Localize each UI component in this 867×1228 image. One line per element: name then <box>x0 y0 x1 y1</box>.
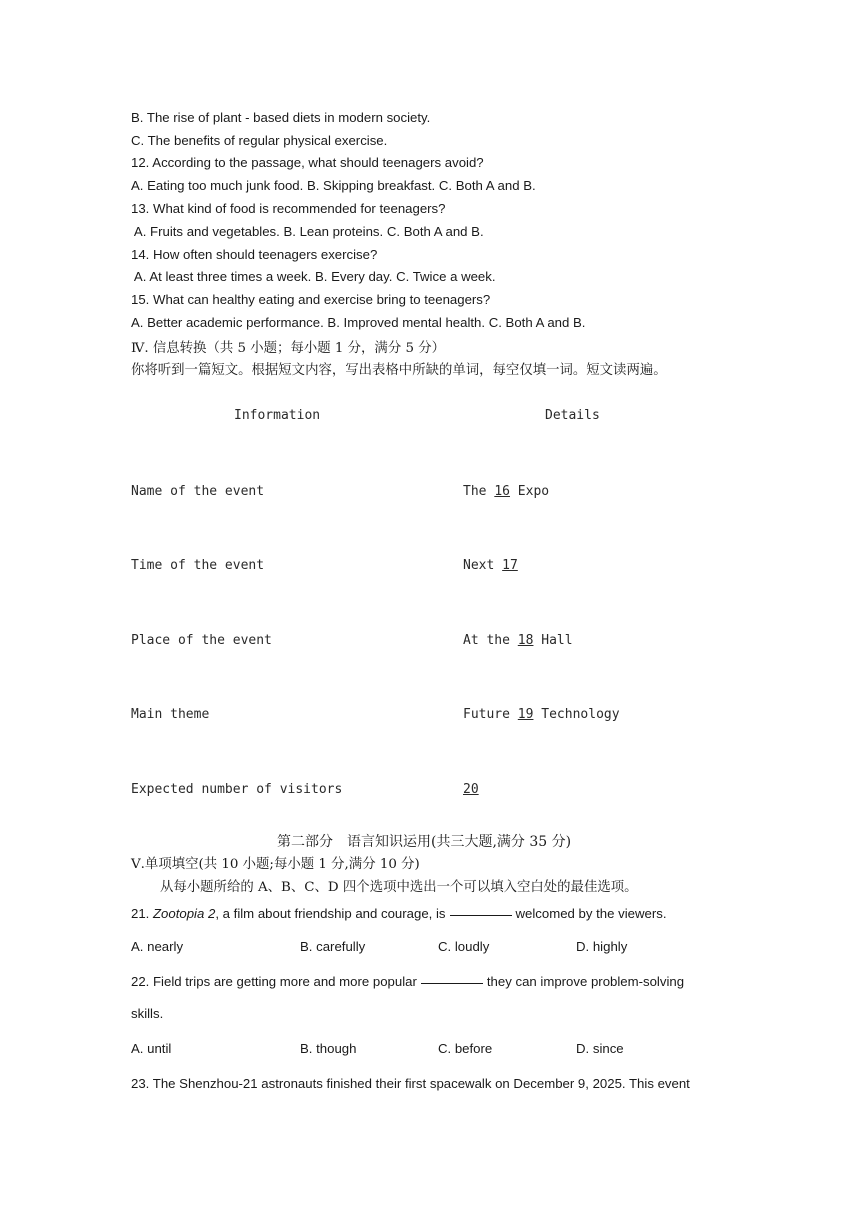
section-5-instruction: 从每小题所给的 A、B、C、D 四个选项中选出一个可以填入空白处的最佳选项。 <box>160 880 638 895</box>
question-12: 12. According to the passage, what should teenagers avoid? <box>131 155 484 170</box>
question-13: 13. What kind of food is recommended for teenagers? <box>131 201 446 216</box>
table-row-detail: Future 19 Technology <box>463 707 620 722</box>
option-a: A. nearly <box>131 939 184 954</box>
section-5-heading: Ⅴ.单项填空(共 10 小题;每小题 1 分,满分 10 分) <box>131 857 420 872</box>
answer-blank <box>450 914 512 916</box>
blank-19: 19 <box>517 707 534 722</box>
question-21: 21. Zootopia 2, a film about friendship and courage, is welcomed by the viewers. <box>131 906 667 921</box>
question-14: 14. How often should teenagers exercise? <box>131 247 378 262</box>
table-header-information: Information <box>234 408 321 423</box>
option-c: C. before <box>438 1041 493 1056</box>
part-2-title: 第二部分 语言知识运用(共三大题,满分 35 分) <box>277 834 572 850</box>
option-d: D. highly <box>576 939 628 954</box>
table-row-label: Expected number of visitors <box>131 782 343 797</box>
table-header-details: Details <box>545 408 600 423</box>
section-4-instruction: 你将听到一篇短文。根据短文内容，写出表格中所缺的单词，每空仅填一词。短文读两遍。 <box>131 363 667 378</box>
table-row-detail: The 16 Expo <box>463 484 550 499</box>
table-row-label: Name of the event <box>131 484 265 499</box>
table-row-detail <box>463 782 479 797</box>
table-row-label: Main theme <box>131 707 210 722</box>
option-a: A. until <box>131 1041 172 1056</box>
option-b: B. though <box>300 1041 357 1056</box>
text-line: B. The rise of plant - based diets in modern society. <box>131 110 431 125</box>
blank-17: 17 <box>502 558 518 573</box>
question-12-options: A. Eating too much junk food. B. Skipping breakfast. C. Both A and B. <box>131 178 536 193</box>
table-row-detail: At the 18 Hall <box>463 633 573 648</box>
option-d: D. since <box>576 1041 624 1056</box>
option-c: C. loudly <box>438 939 490 954</box>
blank-18: 18 <box>517 633 534 648</box>
text-line: C. The benefits of regular physical exercise. <box>131 133 388 148</box>
table-row-label: Place of the event <box>131 633 272 648</box>
table-row-detail: Next 17 <box>463 558 518 573</box>
question-13-options: A. Fruits and vegetables. B. Lean proteins. C. Both A and B. <box>131 224 484 239</box>
question-23: 23. The Shenzhou-21 astronauts finished their first spacewalk on December 9, 2025. This event <box>131 1076 690 1091</box>
question-15: 15. What can healthy eating and exercise bring to teenagers? <box>131 292 491 307</box>
question-15-options: A. Better academic performance. B. Improved mental health. C. Both A and B. <box>131 315 586 330</box>
film-title: Zootopia 2 <box>153 906 216 921</box>
question-14-options: A. At least three times a week. B. Every day. C. Twice a week. <box>131 269 496 284</box>
question-22: 22. Field trips are getting more and more popular they can improve problem-solving <box>131 974 685 989</box>
question-22-continued: skills. <box>131 1006 164 1021</box>
table-row-label: Time of the event <box>131 558 265 573</box>
option-b: B. carefully <box>300 939 366 954</box>
section-4-heading: Ⅳ. 信息转换（共 5 小题；每小题 1 分，满分 5 分） <box>131 341 446 356</box>
blank-20: 20 <box>463 782 479 797</box>
answer-blank <box>421 982 483 984</box>
blank-16: 16 <box>494 484 510 499</box>
